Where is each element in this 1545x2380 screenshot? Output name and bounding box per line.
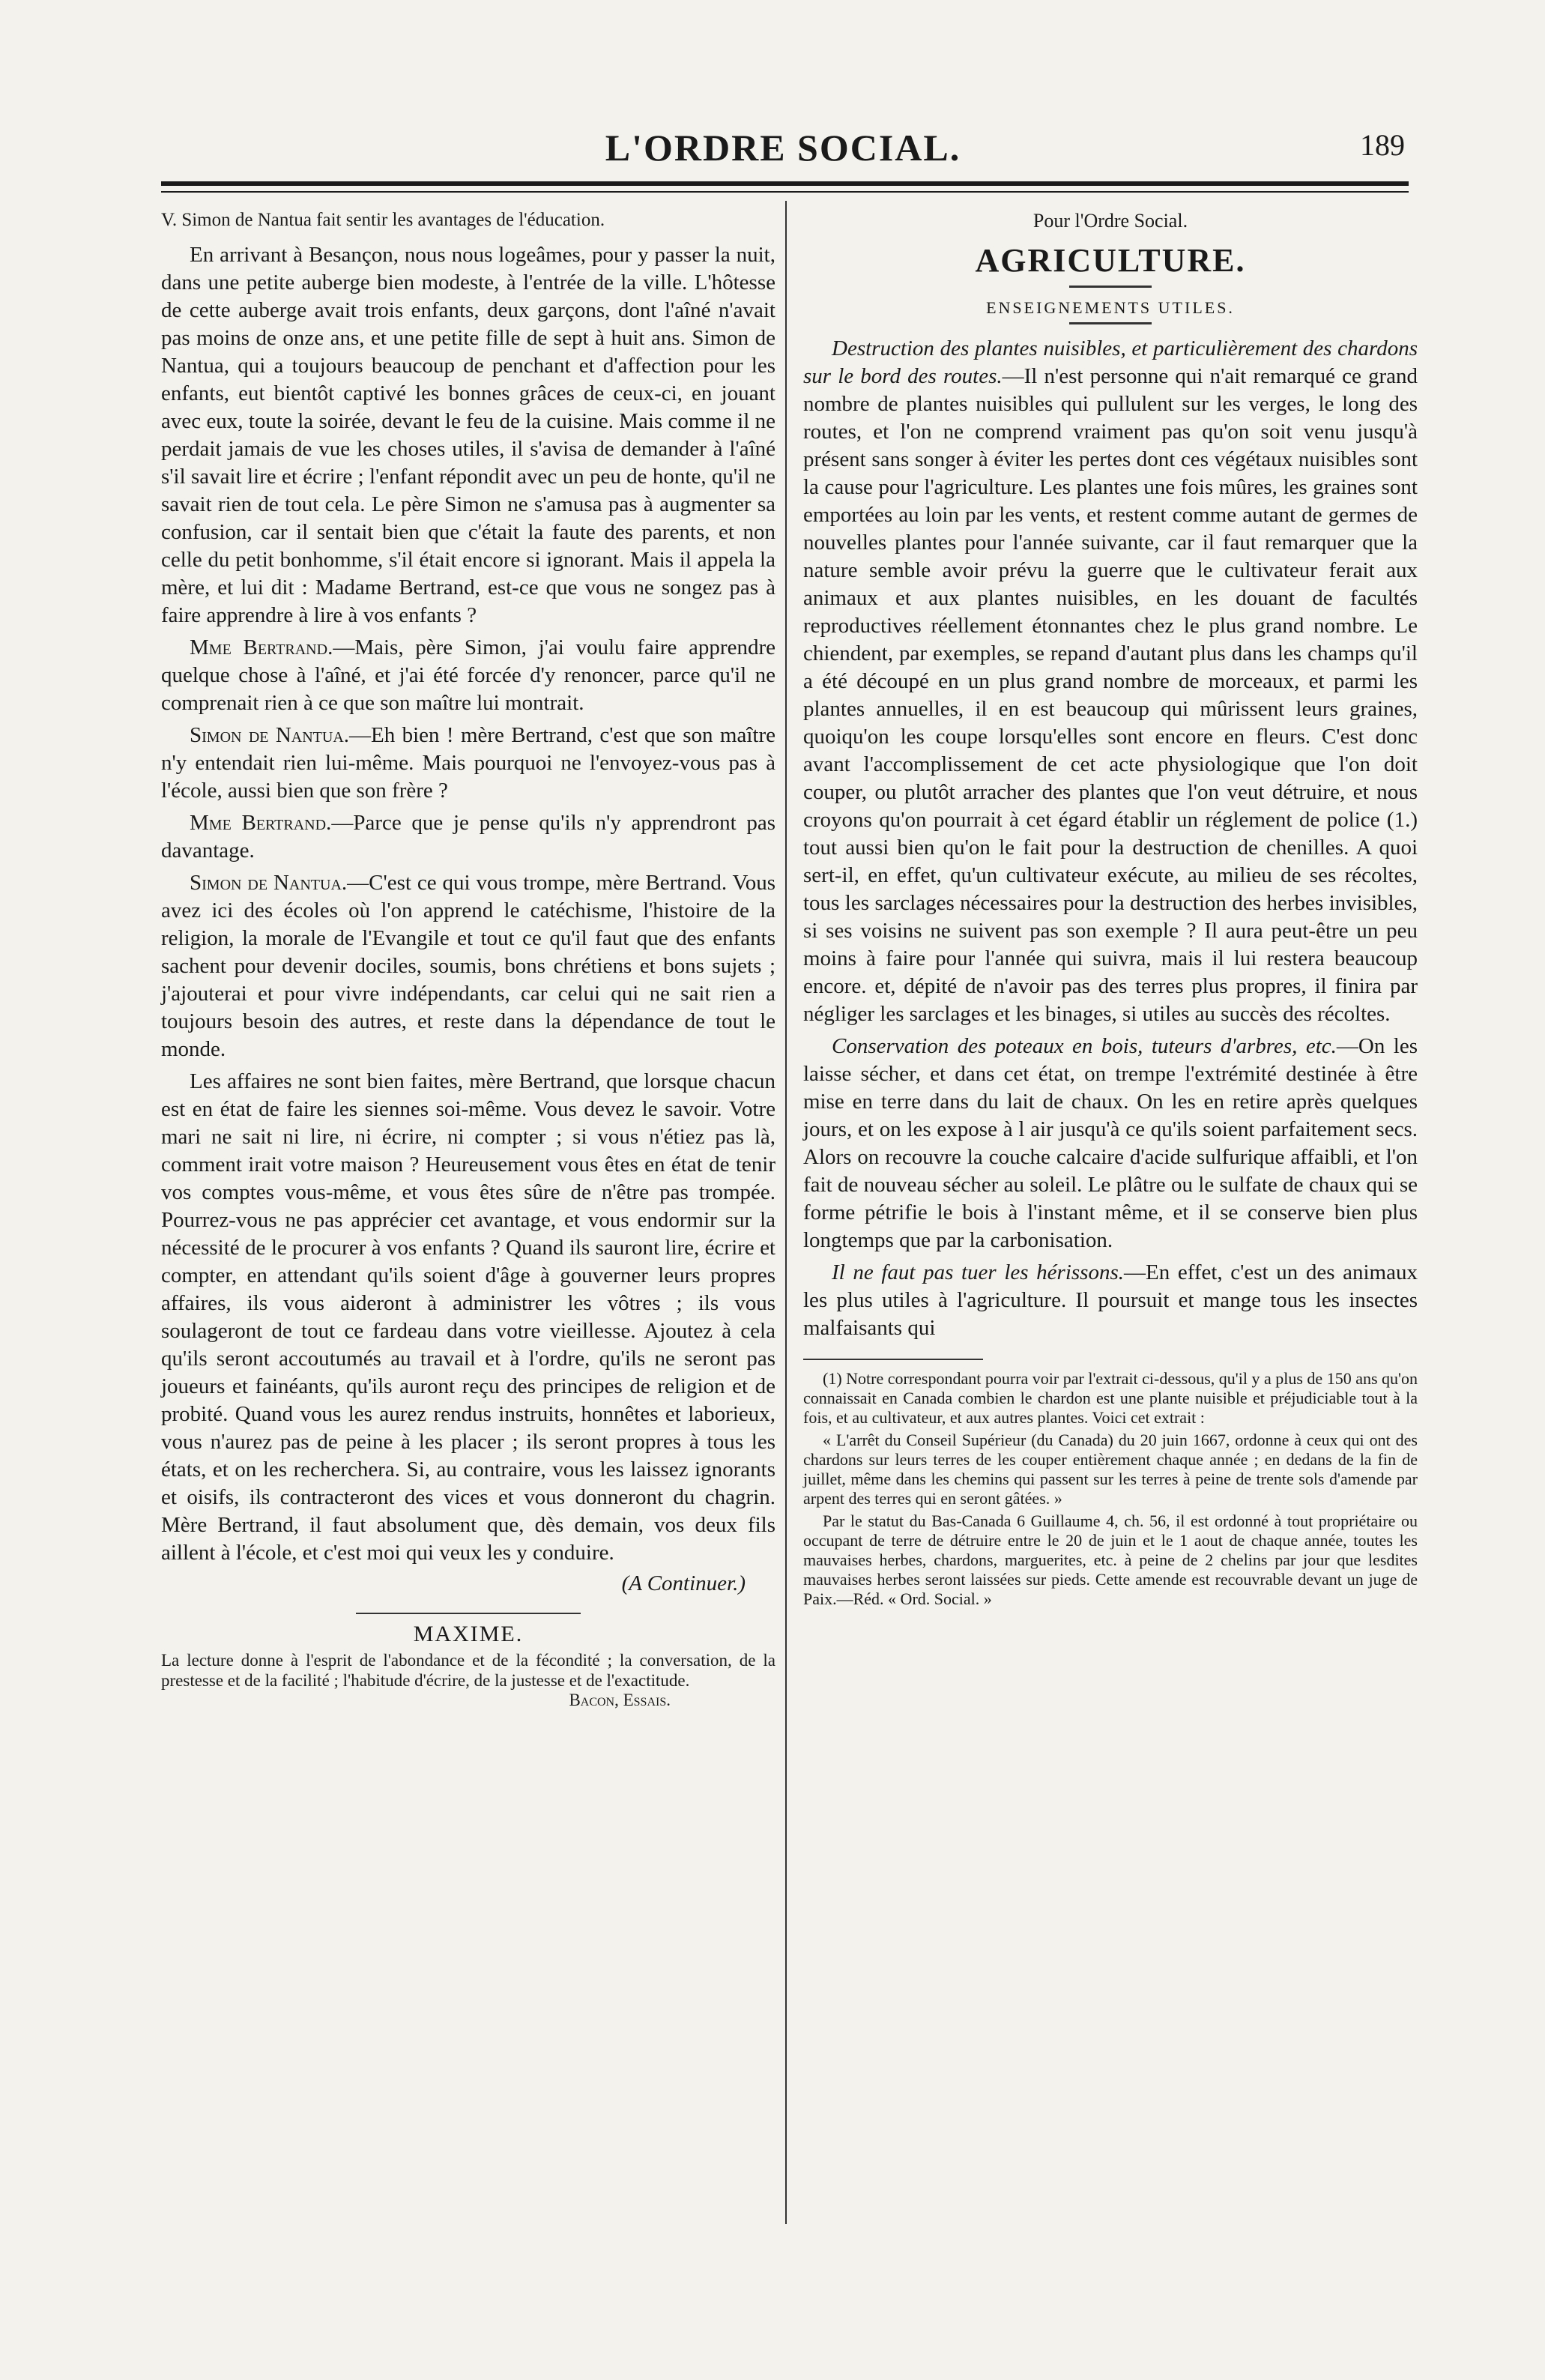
footnote: Par le statut du Bas-Canada 6 Guillaume 4, ch. 56, il est ordonné à tout propriétaire ou occupant de terre de détruire entre le 20 de juin et le 1 aout de chaque année, toutes les mauvaises herbes, chardons, marguerites, etc. à peine de 2 chelins par jour que lesdites mauvaises herbes seront laissées sur pieds. Cette amende est recouvrable devant un juge de Paix.—Réd. « Ord. Social. »	[803, 1511, 1418, 1608]
article	[803, 1259, 1418, 1342]
for-label: Pour l'Ordre Social.	[1032, 210, 1188, 232]
column-divider	[785, 201, 787, 2224]
section-subtitle: ENSEIGNEMENTS UTILES.	[986, 298, 1235, 317]
title-rule	[1069, 286, 1152, 288]
story-body	[161, 241, 775, 1567]
header-rule-thick	[161, 181, 1409, 186]
maxim-divider	[356, 1613, 581, 1614]
article-text: —En effet, c'est un des animaux les plus utiles à l'agriculture. Il poursuit et mange tous les insectes malfaisants qui	[803, 1260, 1418, 1340]
speaker: Mme Bertrand.	[190, 811, 332, 835]
article-heading: Destruction des plantes nuisibles, et particulièrement des chardons sur le bord des routes.	[803, 336, 1418, 388]
paragraph: Les affaires ne sont bien faites, mère Bertrand, que lorsque chacun est en état de faire les siennes soi-même. Vous devez le savoir. Votre mari ne sait ni lire, ni écrire, ni compter ; si vous n'étiez pas là, comment irait votre maison ? Heureusement vous êtes en état de tenir vos comptes vous-même, et vous êtes sûre de n'être pas trompée. Pourrez-vous ne pas apprécier cet avantage, et vous endormir sur la nécessité de le procurer à vos enfants ? Quand ils sauront lire, écrire et compter, en attendant qu'ils soient d'âge à gouverner leurs propres affaires, ils vous aideront à administrer les vôtres ; ils vous soulageront de tout ce fardeau dans votre vieillesse. Ajoutez à cela qu'ils seront accoutumés au travail et à l'ordre, qu'ils ne seront pas joueurs et fainéants, qu'ils auront reçu des principes de religion et de probité. Quand vous les aurez rendus instruits, honnêtes et laborieux, vous n'aurez pas de peine à les placer ; ils seront propres à tous les états, et on les recherchera. Si, au contraire, vous les laissez ignorants et oisifs, ils contracteront des vices et vous donneront du chagrin. Mère Bertrand, il faut absolument que, dès demain, vos deux fils aillent à l'école, et c'est moi qui veux les y conduire.	[161, 1069, 775, 1565]
maxim-source: Bacon, Essais.	[569, 1691, 671, 1709]
agriculture-body	[803, 335, 1418, 1342]
dialogue-text: —Eh bien ! mère Bertrand, c'est que son maître n'y entendait rien lui-même. Mais pourquoi ne l'envoyez-vous pas à l'école, aussi bien que son frère ?	[161, 723, 775, 803]
right-column	[803, 210, 1418, 1612]
page-header	[161, 126, 1405, 178]
running-title: L'ORDRE SOCIAL.	[605, 127, 961, 169]
article	[803, 335, 1418, 1028]
continue-note: (A Continuer.)	[621, 1571, 746, 1595]
page-number: 189	[1360, 128, 1405, 162]
dialogue-text: —Mais, père Simon, j'ai voulu faire apprendre quelque chose à l'aîné, et j'ai été forcée d'y renoncer, parce qu'il ne comprenait rien à ce que son maître lui montrait.	[161, 635, 775, 715]
maxim-text: La lecture donne à l'esprit de l'abondance et de la fécondité ; la conversation, de la prestesse et de la facilité ; l'habitude d'écrire, de la justesse et de l'exactitude.	[161, 1651, 775, 1690]
article	[803, 1033, 1418, 1254]
paragraph: En arrivant à Besançon, nous nous logeâmes, pour y passer la nuit, dans une petite auberge bien modeste, à l'entrée de la ville. L'hôtesse de cette auberge avait trois enfants, deux garçons, dont l'aîné n'avait pas moins de onze ans, et une petite fille de sept à huit ans. Simon de Nantua, qui a toujours beaucoup de penchant et d'affection pour les enfants, eut bientôt captivé les bonnes grâces de ceux-ci, en jouant avec eux, toute la soirée, devant le feu de la cuisine. Mais comme il ne perdait jamais de vue les choses utiles, il s'avisa de demander à l'aîné s'il savait lire et écrire ; l'enfant répondit avec un peu de honte, qu'il ne savait rien de tout cela. Le père Simon ne s'amusa pas à augmenter sa confusion, car il sentait bien que c'était la faute des parents, et non celle du petit bonhomme, s'il était encore si ignorant. Mais il appela la mère, et lui dit : Madame Bertrand, est-ce que vous ne songez pas à faire apprendre à lire à vos enfants ?	[161, 243, 775, 627]
section-title: V. Simon de Nantua fait sentir les avantages de l'éducation.	[161, 210, 605, 230]
article-text: —On les laisse sécher, et dans cet état, on trempe l'extrémité destinée à être mise en terre dans du lait de chaux. On les en retire après quelques jours, et on les expose à l air jusqu'à ce qu'ils soient parfaitement secs. Alors on recouvre la couche calcaire d'acide sulfurique affaibli, et l'on fait de nouveau sécher au soleil. Le plâtre ou le sulfate de chaux qui se forme pétrifie le bois à l'instant même, et il se conserve bien plus longtemps que par la carbonisation.	[803, 1034, 1418, 1252]
article-heading: Il ne faut pas tuer les hérissons.	[832, 1260, 1124, 1284]
subtitle-rule	[1069, 322, 1152, 324]
footnote-rule	[803, 1359, 983, 1360]
header-rule-thin	[161, 191, 1409, 193]
footnotes	[803, 1369, 1418, 1609]
footnote: « L'arrêt du Conseil Supérieur (du Canada) du 20 juin 1667, ordonne à ceux qui ont des chardons sur leurs terres de les couper entièrement chaque année ; en dedans de la fin de juillet, même dans les chemins qui passent sur les terres à peine de trente sols d'amende par arpent des terres qui en seront gâtées. »	[803, 1431, 1418, 1508]
dialogue-text: —C'est ce qui vous trompe, mère Bertrand. Vous avez ici des écoles où l'on apprend le catéchisme, l'histoire de la religion, la morale de l'Evangile et tout ce qu'il faut que des enfants sachent pour devenir dociles, soumis, bons chrétiens et bons sujets ; j'ajouterai et pour vivre indépendants, car celui qui ne sait rien a toujours besoin des autres, et reste dans la dépendance de tout le monde.	[161, 871, 775, 1061]
dialogue-line	[161, 722, 775, 805]
section-title: AGRICULTURE.	[975, 242, 1246, 279]
article-heading: Conservation des poteaux en bois, tuteurs d'arbres, etc.	[832, 1034, 1337, 1058]
speaker: Simon de Nantua.	[190, 723, 350, 747]
left-column	[161, 210, 775, 1710]
dialogue-line	[161, 869, 775, 1063]
speaker: Simon de Nantua.	[190, 871, 348, 895]
speaker: Mme Bertrand.	[190, 635, 333, 659]
dialogue-line	[161, 809, 775, 865]
maxim-title: MAXIME.	[413, 1622, 524, 1646]
dialogue-text: —Parce que je pense qu'ils n'y apprendront pas davantage.	[161, 811, 775, 863]
article-text: —Il n'est personne qui n'ait remarqué ce grand nombre de plantes nuisibles qui pullulent sur les verges, le long des routes, et l'on ne comprend vraiment pas qu'on soit venu jusqu'à présent sans songer à éviter les pertes dont ces végétaux nuisibles sont la cause pour l'agriculture. Les plantes une fois mûres, les graines sont emportées au loin par les vents, et restent comme autant de germes de nouvelles plantes pour l'année suivante, car il faut remarquer que la nature semble avoir prévu la guerre que le cultivateur ferait aux animaux et aux plantes nuisibles, en les douant de facultés reproductives réellement étonnantes chez le plus grand nombre. Le chiendent, par exemples, se repand d'autant plus dans les champs qu'il a été découpé en un plus grand nombre de morceaux, et parmi les plantes annuelles, il en est beaucoup qui mûrissent leurs graines, quoiqu'on les coupe lorsqu'elles sont encore en fleurs. C'est donc avant l'accomplissement de cet acte physiologique que l'on doit couper, ou plutôt arracher des plantes que l'on veut détruire, et nous croyons qu'on pourrait à cet égard établir un réglement de police (1.) tout aussi bien qu'on le fait pour la destruction de chenilles. A quoi sert-il, en effet, qu'un cultivateur exécute, au milieu de ses récoltes, tous les sarclages nécessaires pour la destruction des herbes invisibles, si ses voisins ne suivent pas son exemple ? Il aura peut-être un peu moins à faire pour l'année qui suivra, mais il lui restera beaucoup encore. et, dépité de n'avoir pas des terres plus propres, il finira par négliger les sarclages et les binages, si utiles au succès des récoltes.	[803, 364, 1418, 1026]
dialogue-line	[161, 634, 775, 717]
footnote: (1) Notre correspondant pourra voir par l'extrait ci-dessous, qu'il y a plus de 150 ans qu'on connaissait en Canada combien le chardon est une plante nuisible et préjudiciable tout à la fois, et au cultivateur, et aux autres plantes. Voici cet extrait :	[803, 1369, 1418, 1427]
